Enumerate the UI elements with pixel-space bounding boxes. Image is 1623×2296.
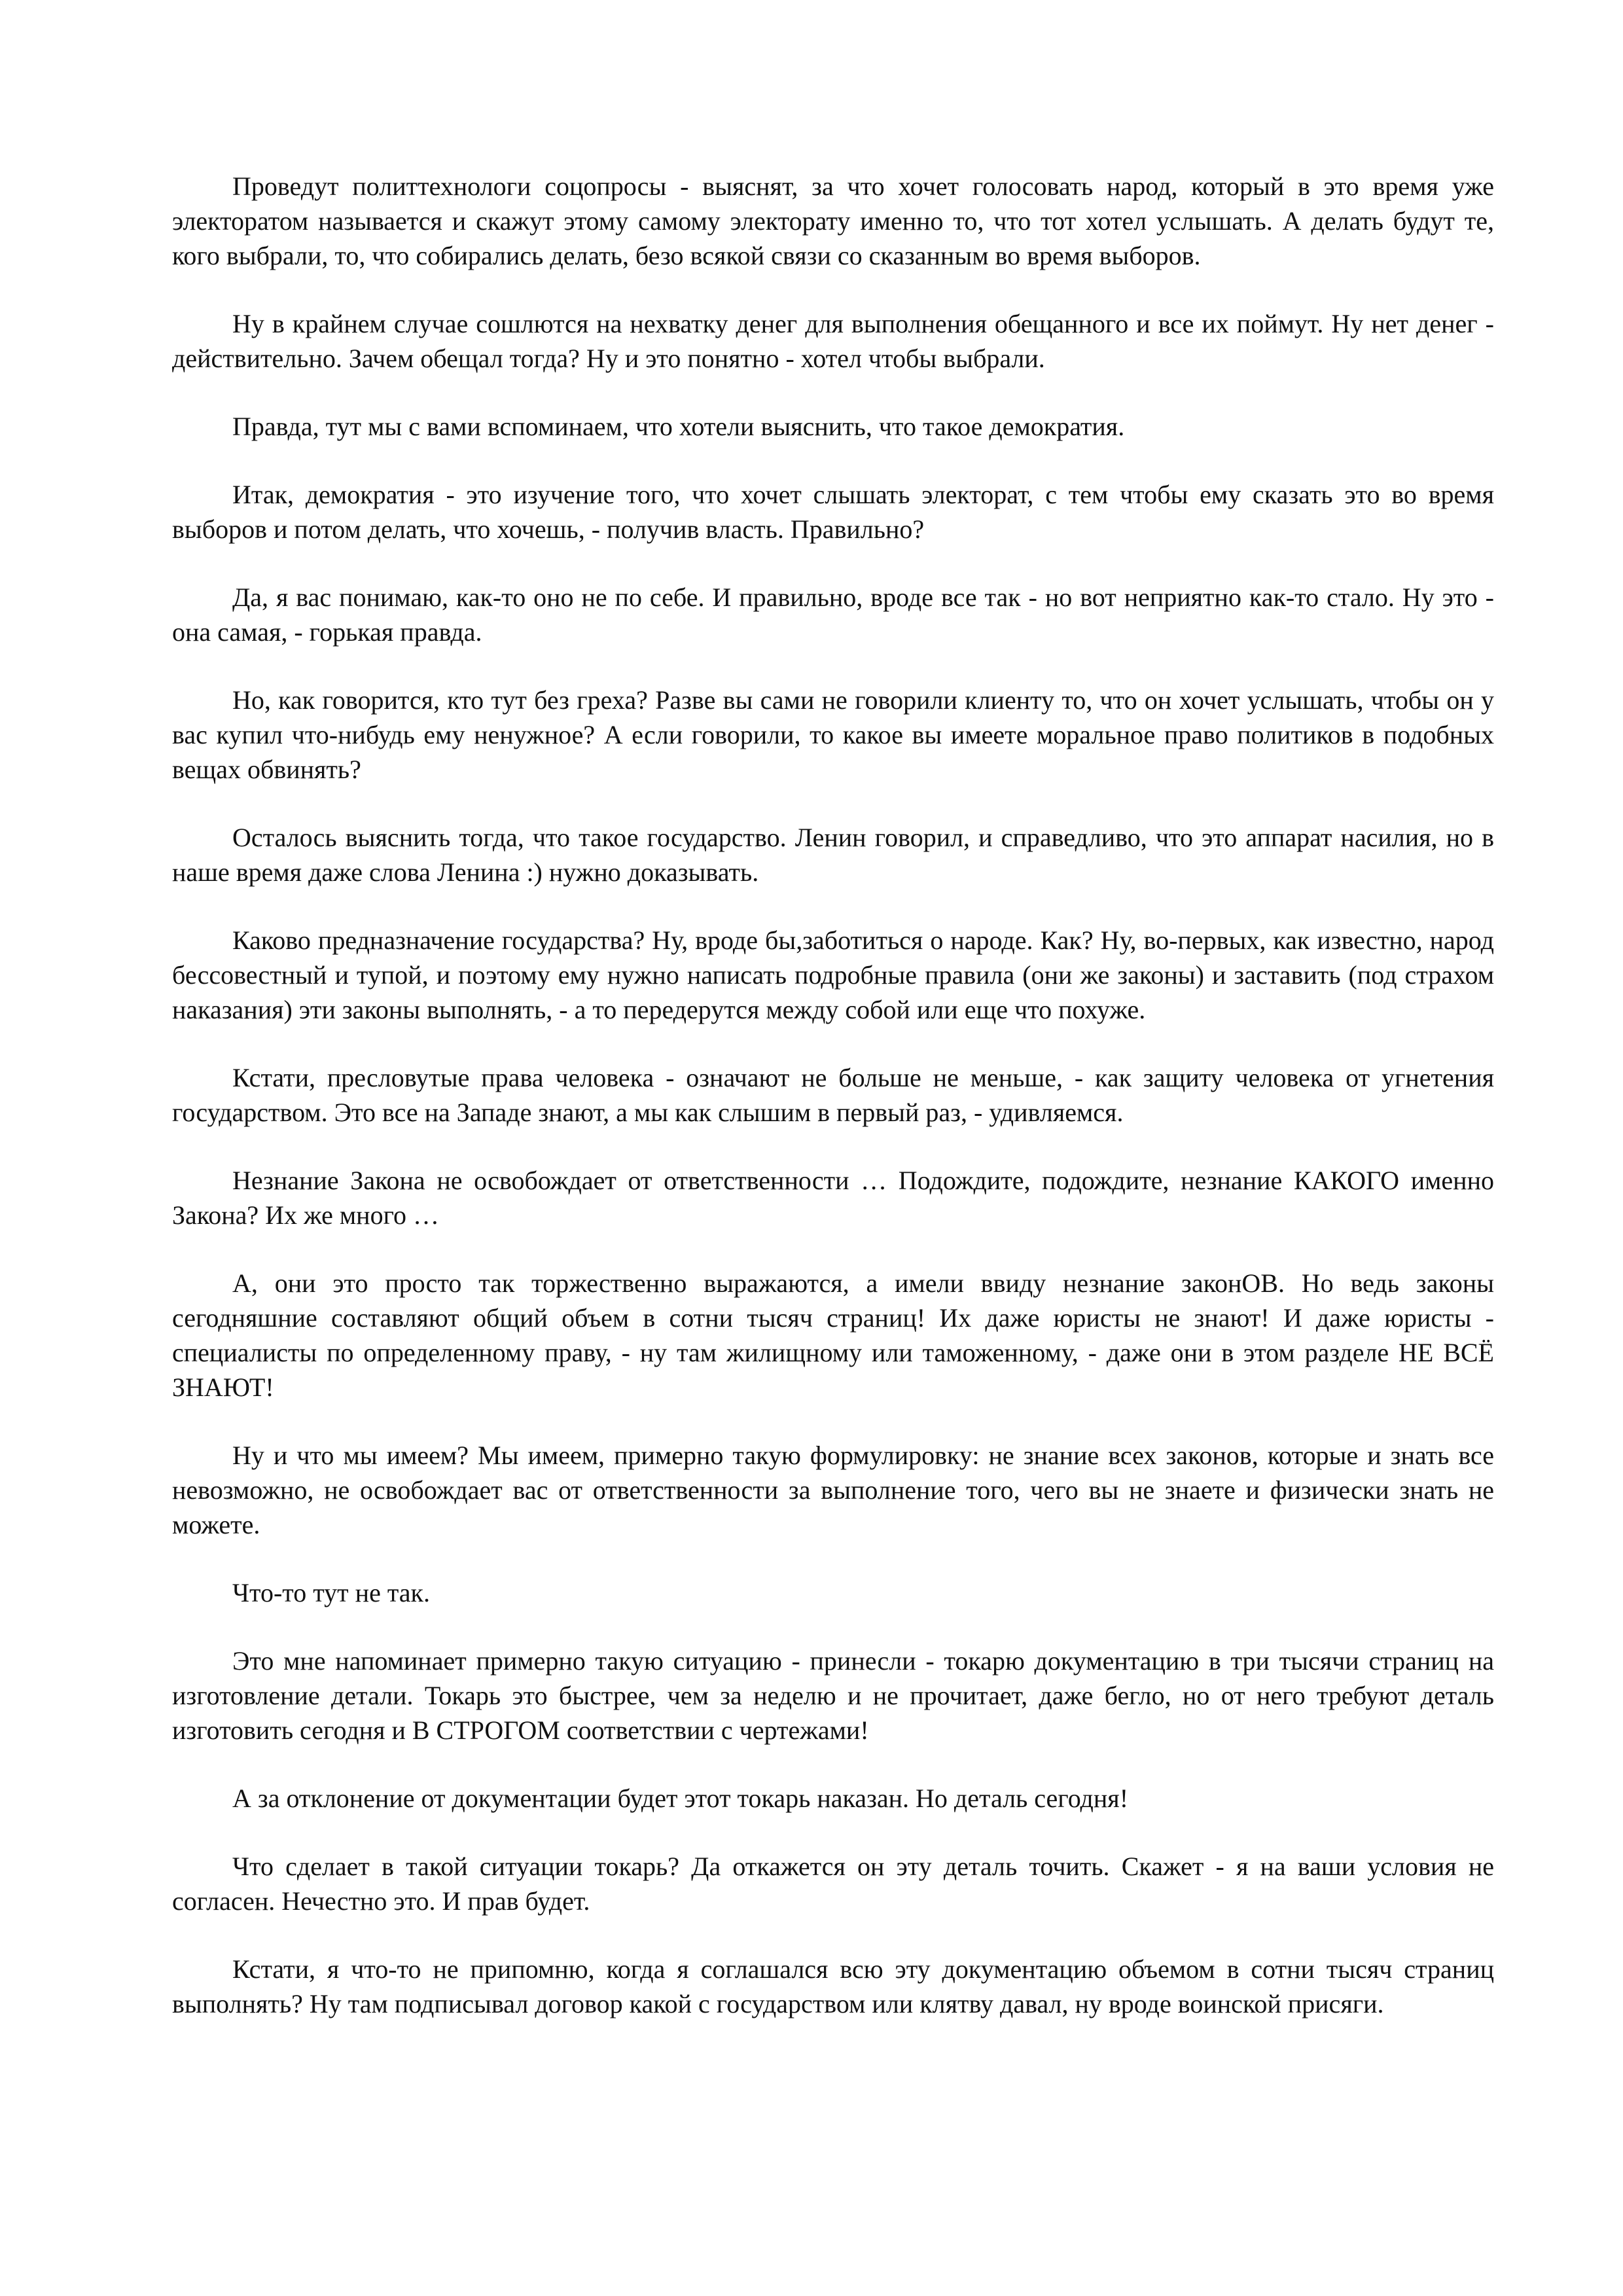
paragraph-6: Но, как говорится, кто тут без греха? Разве вы сами не говорили клиенту то, что он хочет услышать, чтобы он у вас купил что-нибудь ему ненужное? А если говорили, то какое вы имеете моральное право политиков в подобных вещах обвинять? (172, 685, 1494, 784)
paragraph-10: Незнание Закона не освобождает от ответственности … Подождите, подождите, незнание КАКОГО именно Закона? Их же много … (172, 1166, 1494, 1230)
paragraph-15: А за отклонение от документации будет этот токарь наказан. Но деталь сегодня! (232, 1784, 1129, 1813)
paragraph-13: Что-то тут не так. (232, 1578, 430, 1607)
paragraph-14: Это мне напоминает примерно такую ситуацию - принесли - токарю документацию в три тысячи страниц на изготовление детали. Токарь это быстрее, чем за неделю и не прочитает, даже бегло, но от него требуют деталь изготовить сегодня и В СТРОГОМ соответствии с чертежами! (172, 1646, 1494, 1745)
paragraph-12: Ну и что мы имеем? Мы имеем, примерно такую формулировку: не знание всех законов, которые и знать все невозможно, не освобождает вас от ответственности за выполнение того, чего вы не знаете и физически знать не можете. (172, 1441, 1494, 1539)
paragraph-11: А, они это просто так торжественно выражаются, а имели ввиду незнание законОВ. Но ведь законы сегодняшние составляют общий объем в сотни тысяч страниц! Их даже юристы не знают! И даже юристы - специалисты по определенному праву, - ну там жилищному или таможенному, - даже они в этом разделе НЕ ВСЁ ЗНАЮТ! (172, 1268, 1494, 1402)
paragraph-7: Осталось выяснить тогда, что такое государство. Ленин говорил, и справедливо, что это аппарат насилия, но в наше время даже слова Ленина :) нужно доказывать. (172, 823, 1494, 887)
paragraph-3: Правда, тут мы с вами вспоминаем, что хотели выяснить, что такое демократия. (232, 412, 1125, 441)
paragraph-17: Кстати, я что-то не припомню, когда я соглашался всю эту документацию объемом в сотни тысяч страниц выполнять? Ну там подписывал договор какой с государством или клятву давал, ну вроде воинской присяги. (172, 1954, 1494, 2018)
document-body (172, 169, 1494, 2054)
paragraph-9: Кстати, пресловутые права человека - означают не больше не меньше, - как защиту человека от угнетения государством. Это все на Западе знают, а мы как слышим в первый раз, - удивляемся. (172, 1063, 1494, 1127)
paragraph-5: Да, я вас понимаю, как-то оно не по себе. И правильно, вроде все так - но вот неприятно как-то стало. Ну это - она самая, - горькая правда. (172, 583, 1494, 647)
paragraph-1: Проведут политтехнологи соцопросы - выяснят, за что хочет голосовать народ, который в это время уже электоратом называется и скажут этому самому электорату именно то, что тот хотел услышать. А делать будут те, кого выбрали, то, что собирались делать, безо всякой связи со сказанным во время выборов. (172, 171, 1494, 270)
paragraph-16: Что сделает в такой ситуации токарь? Да откажется он эту деталь точить. Скажет - я на ваши условия не согласен. Нечестно это. И прав будет. (172, 1852, 1494, 1916)
paragraph-2: Ну в крайнем случае сошлются на нехватку денег для выполнения обещанного и все их поймут. Ну нет денег - действительно. Зачем обещал тогда? Ну и это понятно - хотел чтобы выбрали. (172, 309, 1494, 373)
paragraph-4: Итак, демократия - это изучение того, что хочет слышать электорат, с тем чтобы ему сказать это во время выборов и потом делать, что хочешь, - получив власть. Правильно? (172, 480, 1494, 544)
paragraph-8: Каково предназначение государства? Ну, вроде бы,заботиться о народе. Как? Ну, во-первых, как известно, народ бессовестный и тупой, и поэтому ему нужно написать подробные правила (они же законы) и заставить (под страхом наказания) эти законы выполнять, - а то передерутся между собой или еще что похуже. (172, 925, 1494, 1024)
